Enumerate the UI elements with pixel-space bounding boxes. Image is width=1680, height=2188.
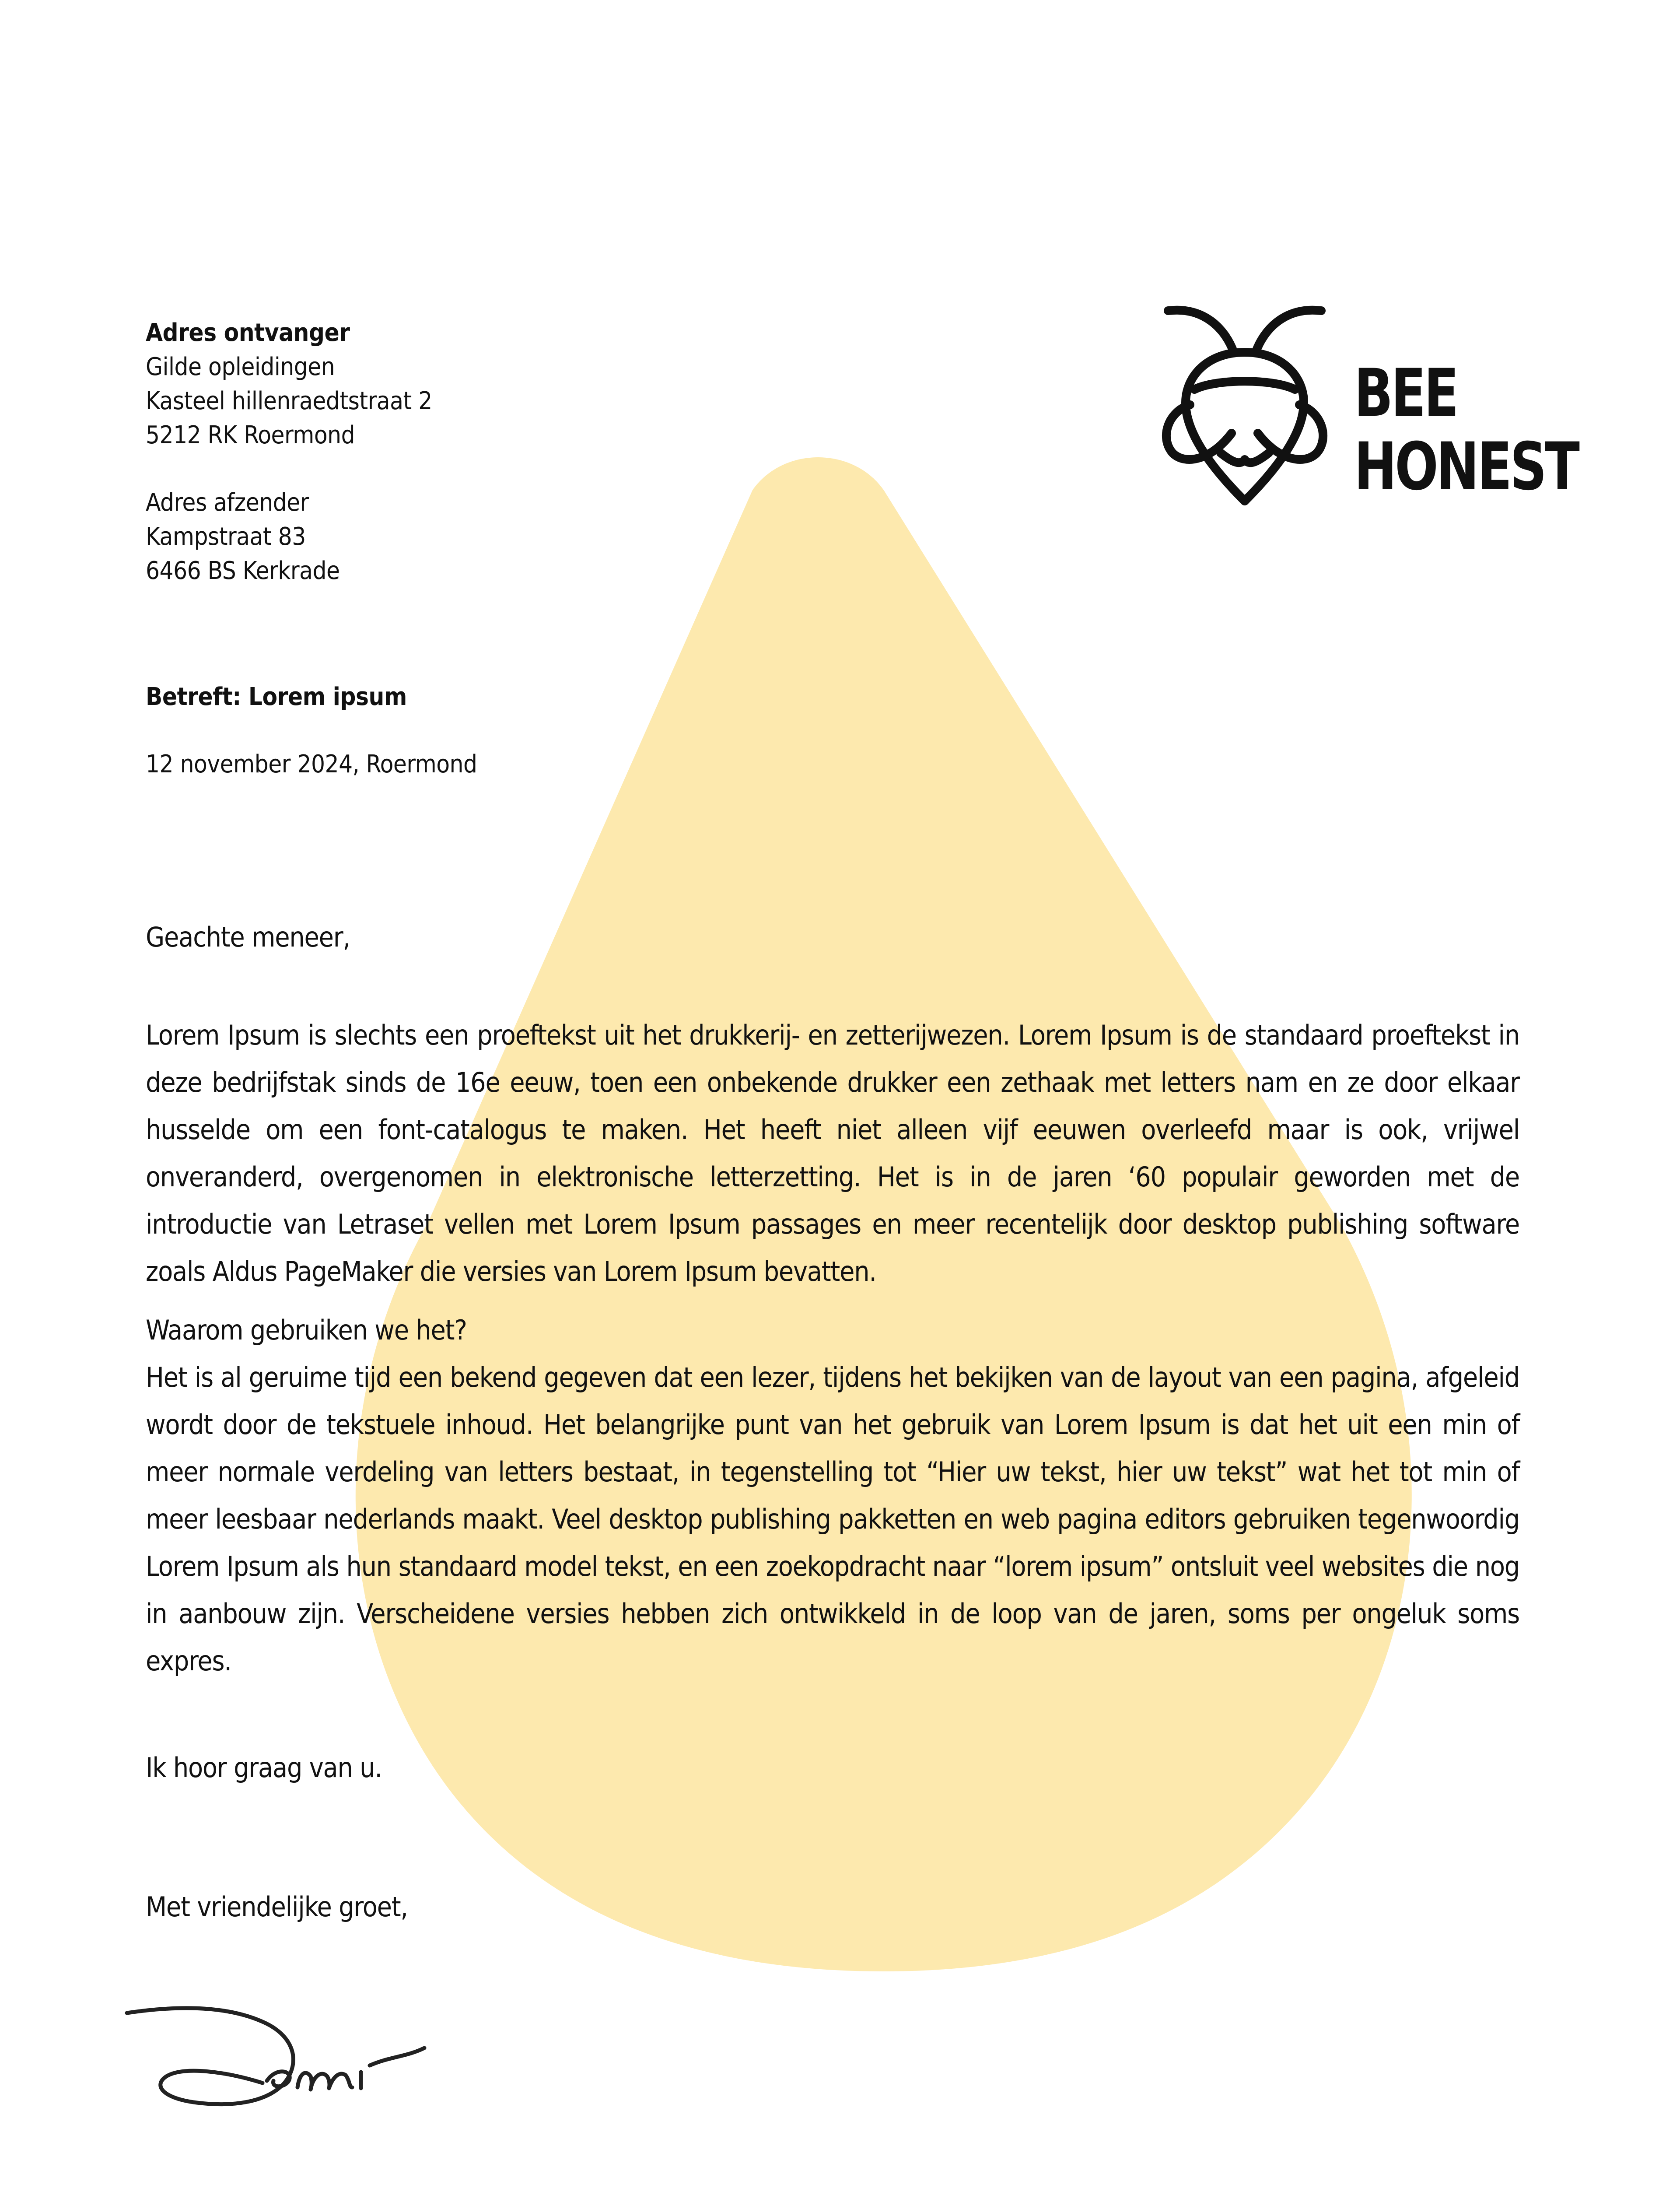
body-paragraph-2: Het is al geruime tijd een bekend gegeven dat een lezer, tijdens het bekijken van de layout van een pagina, afgeleid wordt door de tekstuele inhoud. Het belangrijke punt van het gebruik van Lorem Ipsum is dat het uit een min of meer normale verdeling van letters bestaat, in tegenstelling tot “Hier uw tekst, hier uw tekst” wat het tot min of meer leesbaar nederlands maakt. Veel desktop publishing pakketten en web pagina editors gebruiken tegenwoordig Lorem Ipsum als hun standaard model tekst, en een zoekopdracht naar “lorem ipsum” ontsluit veel websites die nog in aanbouw zijn. Verscheidene versies hebben zich ontwikkeld in de loop van de jaren, soms per ongeluk soms expres. <box>146 1361 1519 1677</box>
closing-line: Ik hoor graag van u. <box>146 1752 382 1784</box>
sender-address <box>146 486 758 588</box>
recipient-heading: Adres ontvanger <box>146 319 350 347</box>
recipient-line: Kasteel hillenraedtstraat 2 <box>146 387 432 415</box>
bee-icon <box>1155 302 1352 521</box>
company-logo <box>1155 302 1578 521</box>
recipient-line: 5212 RK Roermond <box>146 421 355 449</box>
salutation: Geachte meneer, <box>146 921 350 953</box>
body-paragraph-1: Lorem Ipsum is slechts een proeftekst uit het drukkerij- en zetterijwezen. Lorem Ipsum is de standaard proeftekst in deze bedrijfstak sinds de 16e eeuw, toen een onbekende drukker een zethaak met letters nam en ze door elkaar husselde om een font-catalogus te maken. Het heeft niet alleen vijf eeuwen overleefd maar is ook, vrijwel onveranderd, overgenomen in elektronische letterzetting. Het is in de jaren ‘60 populair geworden met de introductie van Letraset vellen met Lorem Ipsum passages en meer recentelijk door desktop publishing software zoals Aldus PageMaker die versies van Lorem Ipsum bevatten. <box>146 1019 1519 1287</box>
handwritten-signature <box>118 1995 459 2127</box>
sender-line: Kampstraat 83 <box>146 522 306 551</box>
recipient-address <box>146 316 758 452</box>
logo-wordmark <box>1354 357 1578 504</box>
sender-line: 6466 BS Kerkrade <box>146 557 340 585</box>
recipient-line: Gilde opleidingen <box>146 353 335 381</box>
logo-line-2: HONEST <box>1354 429 1578 505</box>
body-paragraph-2-heading: Waarom gebruiken we het? <box>146 1314 467 1346</box>
logo-line-1: BEE <box>1354 355 1457 431</box>
sender-heading: Adres afzender <box>146 488 309 517</box>
date-place: 12 november 2024, Roermond <box>146 750 477 778</box>
subject-line: Betreft: Lorem ipsum <box>146 683 407 711</box>
regards-line: Met vriendelijke groet, <box>146 1891 408 1923</box>
